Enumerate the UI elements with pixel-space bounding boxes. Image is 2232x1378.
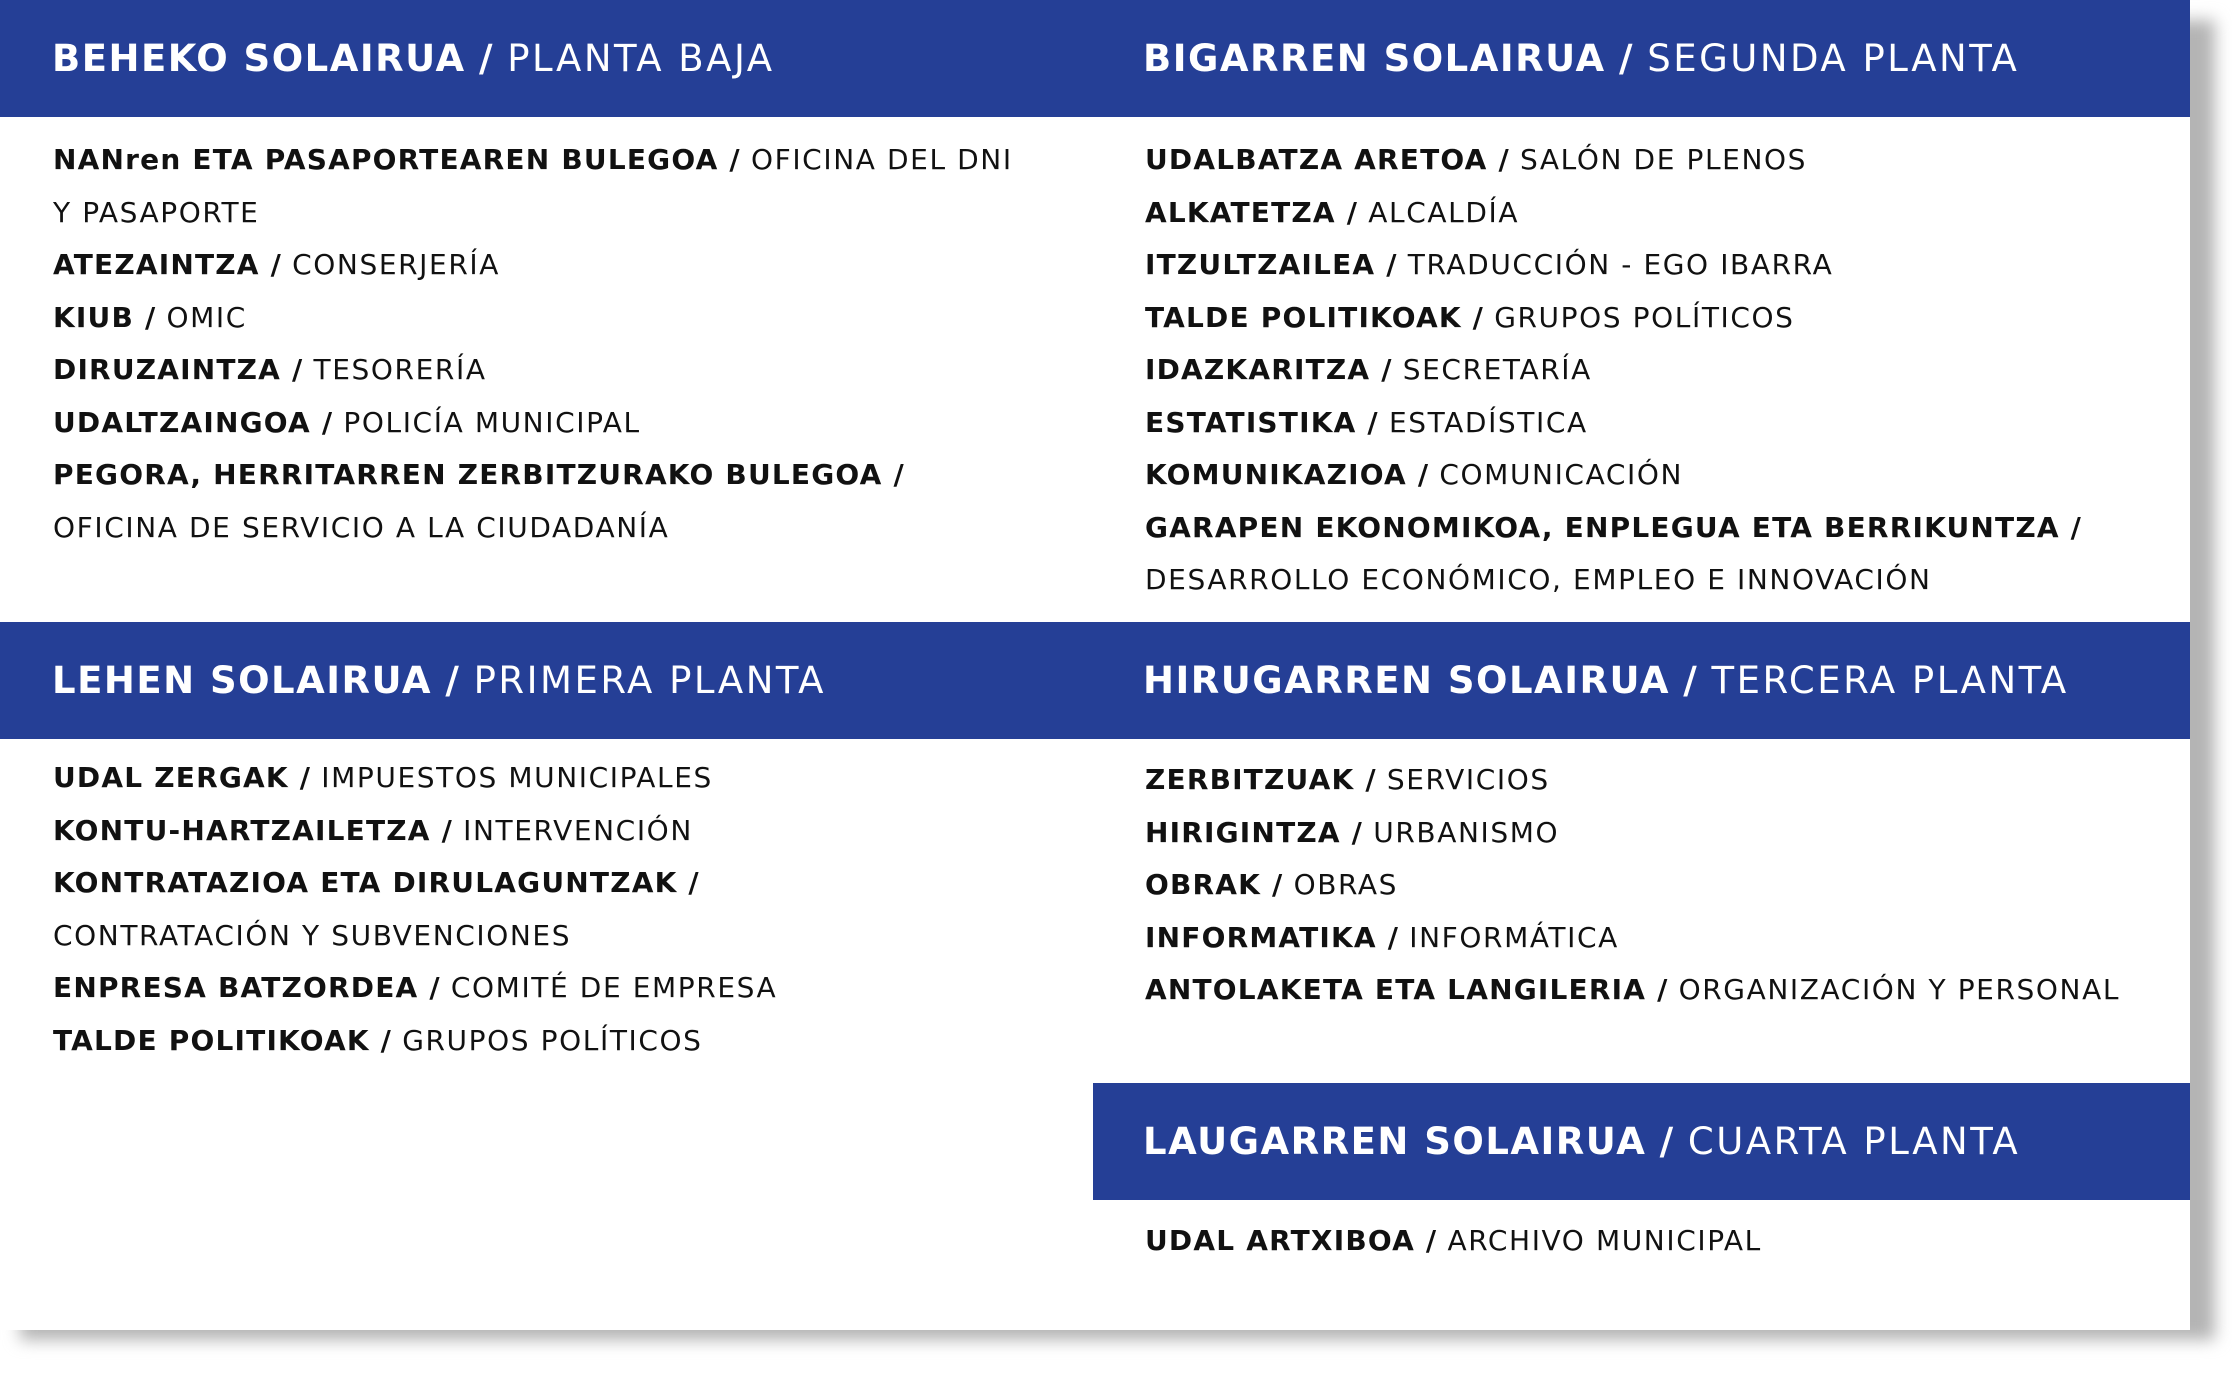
office-name-es: OFICINA DE SERVICIO A LA CIUDADANÍA: [53, 510, 670, 544]
office-name-es: CONTRATACIÓN Y SUBVENCIONES: [53, 918, 572, 952]
office-entry: [53, 502, 1013, 555]
office-name-eu: ESTATISTIKA /: [1145, 405, 1379, 439]
office-entry: [1145, 187, 2082, 240]
office-name-es: SECRETARÍA: [1402, 353, 1592, 386]
office-name-eu: OBRAK /: [1145, 868, 1284, 901]
office-name-es: INFORMÁTICA: [1409, 920, 1619, 954]
office-name-es: SALÓN DE PLENOS: [1520, 143, 1808, 176]
office-name-eu: ITZULTZAILEA /: [1145, 248, 1398, 281]
office-name-es: CONSERJERÍA: [292, 248, 500, 281]
office-name-eu: ZERBITZUAK /: [1145, 763, 1377, 796]
office-name-es: OFICINA DEL DNI: [750, 143, 1013, 176]
office-name-eu: KONTU-HARTZAILETZA /: [53, 813, 454, 847]
office-name-eu: KONTRATAZIOA ETA DIRULAGUNTZAK /: [53, 866, 700, 899]
header-bigarren-solairua: BIGARREN SOLAIRUA / SEGUNDA PLANTA: [1093, 0, 2190, 117]
office-name-es: TESORERÍA: [313, 353, 487, 386]
office-entry: [1145, 292, 2082, 345]
header-hirugarren-solairua: HIRUGARREN SOLAIRUA / TERCERA PLANTA: [1093, 622, 2190, 739]
office-entry: [1145, 397, 2082, 450]
office-name-es: Y PASAPORTE: [53, 195, 260, 229]
office-name-es: OMIC: [166, 300, 247, 334]
office-entry: [1145, 1215, 1762, 1268]
office-name-eu: ALKATETZA /: [1145, 195, 1359, 229]
office-name-es: ORGANIZACIÓN Y PERSONAL: [1678, 973, 2121, 1006]
header-lehen-solairua: LEHEN SOLAIRUA / PRIMERA PLANTA: [0, 622, 1093, 739]
office-name-es: ESTADÍSTICA: [1388, 405, 1588, 439]
office-name-es: URBANISMO: [1373, 815, 1560, 849]
list-beheko-solairua: [53, 134, 1013, 554]
office-name-es: DESARROLLO ECONÓMICO, EMPLEO E INNOVACIÓN: [1145, 563, 1932, 596]
office-entry: [53, 134, 1013, 187]
office-name-eu: GARAPEN EKONOMIKOA, ENPLEGUA ETA BERRIKUNTZA /: [1145, 510, 2083, 544]
office-name-es: COMUNICACIÓN: [1439, 458, 1684, 491]
office-entry: [53, 239, 1013, 292]
list-laugarren-solairua: [1145, 1215, 1762, 1268]
office-entry: [53, 397, 1013, 450]
office-name-eu: TALDE POLITIKOAK /: [53, 1023, 393, 1057]
office-entry: [53, 752, 777, 805]
office-name-eu: UDALBATZA ARETOA /: [1145, 143, 1510, 176]
office-entry: [53, 187, 1013, 240]
office-name-eu: ENPRESA BATZORDEA /: [53, 971, 441, 1004]
office-name-eu: NANren ETA PASAPORTEAREN BULEGOA /: [53, 143, 741, 176]
office-entry: [53, 449, 1013, 502]
office-name-eu: ANTOLAKETA ETA LANGILERIA /: [1145, 973, 1669, 1006]
office-name-es: GRUPOS POLÍTICOS: [1494, 300, 1795, 334]
office-entry: [1145, 134, 2082, 187]
office-entry: [1145, 449, 2082, 502]
office-name-eu: INFORMATIKA /: [1145, 920, 1400, 954]
office-name-es: IMPUESTOS MUNICIPALES: [321, 761, 713, 794]
office-entry: [1145, 502, 2082, 555]
office-name-es: GRUPOS POLÍTICOS: [402, 1023, 703, 1057]
office-entry: [1145, 554, 2082, 607]
office-entry: [1145, 912, 2120, 965]
office-name-eu: DIRUZAINTZA /: [53, 353, 304, 386]
list-lehen-solairua: [53, 752, 777, 1067]
office-name-eu: KIUB /: [53, 300, 157, 334]
office-name-eu: UDAL ZERGAK /: [53, 761, 312, 794]
office-entry: [1145, 754, 2120, 807]
office-name-es: OBRAS: [1293, 868, 1399, 901]
office-entry: [53, 344, 1013, 397]
office-name-es: INTERVENCIÓN: [463, 813, 693, 847]
office-name-eu: UDALTZAINGOA /: [53, 405, 334, 439]
list-hirugarren-solairua: [1145, 754, 2120, 1017]
office-name-eu: UDAL ARTXIBOA /: [1145, 1224, 1438, 1257]
office-entry: [1145, 239, 2082, 292]
office-name-es: ARCHIVO MUNICIPAL: [1447, 1224, 1762, 1257]
office-name-es: TRADUCCIÓN - EGO IBARRA: [1407, 248, 1834, 281]
office-name-es: POLICÍA MUNICIPAL: [343, 405, 641, 439]
office-entry: [1145, 807, 2120, 860]
office-name-eu: TALDE POLITIKOAK /: [1145, 300, 1485, 334]
office-entry: [53, 1015, 777, 1068]
list-bigarren-solairua: [1145, 134, 2082, 607]
office-name-eu: KOMUNIKAZIOA /: [1145, 458, 1430, 491]
office-entry: [53, 910, 777, 963]
office-entry: [1145, 964, 2120, 1017]
office-entry: [53, 857, 777, 910]
office-entry: [53, 805, 777, 858]
header-laugarren-solairua: LAUGARREN SOLAIRUA / CUARTA PLANTA: [1093, 1083, 2190, 1200]
header-beheko-solairua: BEHEKO SOLAIRUA / PLANTA BAJA: [0, 0, 1093, 117]
office-entry: [1145, 344, 2082, 397]
office-entry: [53, 292, 1013, 345]
office-name-es: COMITÉ DE EMPRESA: [450, 971, 778, 1004]
office-name-es: SERVICIOS: [1386, 763, 1550, 796]
office-name-eu: PEGORA, HERRITARREN ZERBITZURAKO BULEGOA /: [53, 458, 905, 491]
office-entry: [1145, 859, 2120, 912]
office-name-eu: ATEZAINTZA /: [53, 248, 282, 281]
office-entry: [53, 962, 777, 1015]
office-name-eu: HIRIGINTZA /: [1145, 815, 1364, 849]
office-name-eu: IDAZKARITZA /: [1145, 353, 1393, 386]
office-name-es: ALCALDÍA: [1368, 195, 1520, 229]
